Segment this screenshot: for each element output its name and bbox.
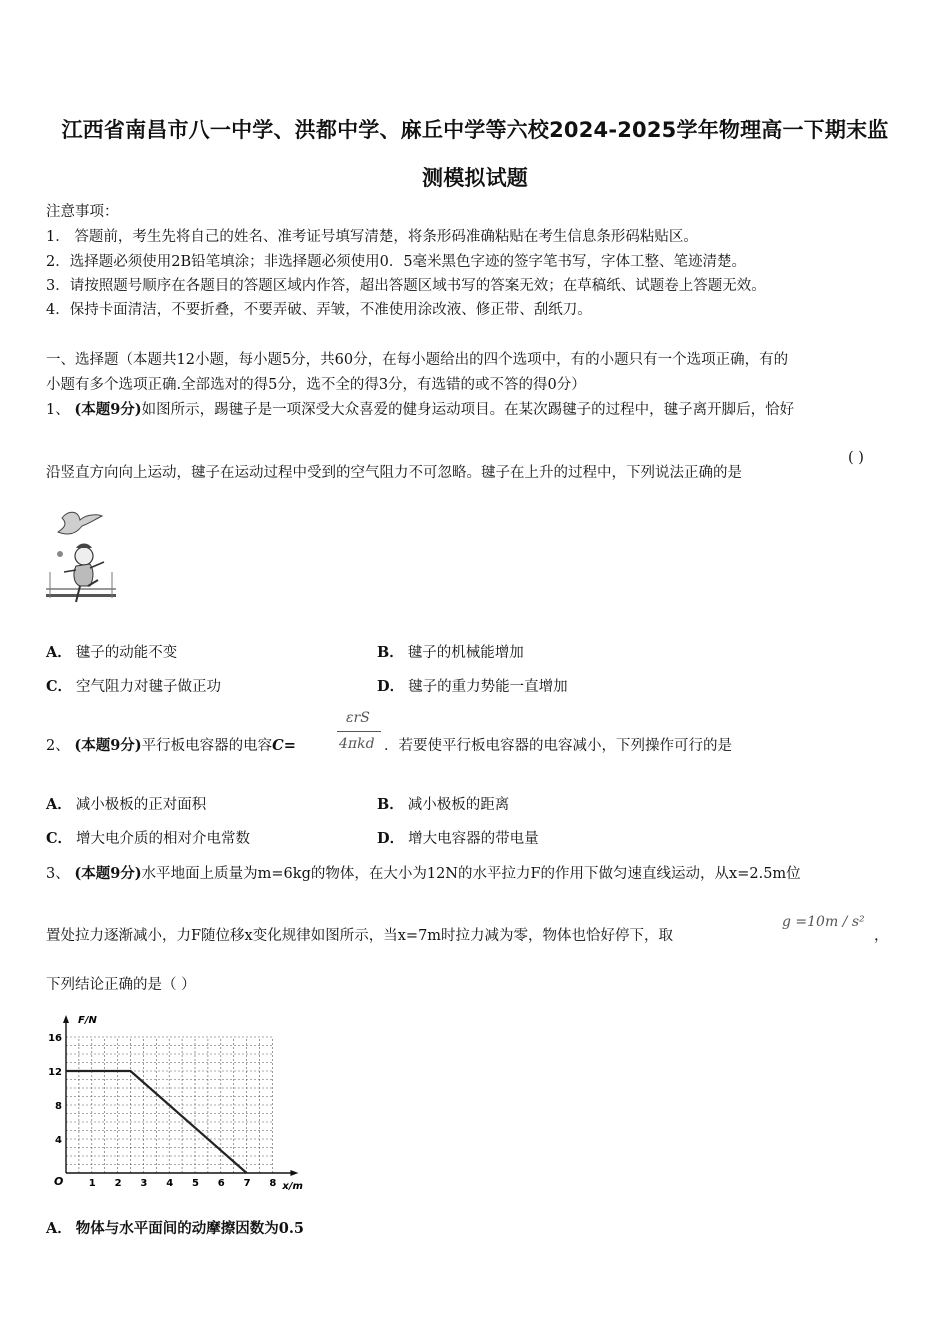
question-2-option-a[interactable] bbox=[46, 795, 206, 815]
force-displacement-chart bbox=[46, 1015, 306, 1200]
section-heading-line1: 一、选择题（本题共12小题，每小题5分，共60分，在每小题给出的四个选项中，有的小题只有一个选项正确，有的 bbox=[46, 352, 789, 368]
exam-title-line2: 测模拟试题 bbox=[422, 166, 528, 190]
x-tick-label: 3 bbox=[140, 1178, 148, 1189]
x-tick-label: 7 bbox=[243, 1178, 251, 1189]
y-tick-label: 4 bbox=[55, 1135, 62, 1146]
question-3-option-a[interactable] bbox=[46, 1219, 304, 1239]
question-2-text-before: 平行板电容器的电容 bbox=[141, 738, 273, 754]
x-tick-label: 2 bbox=[114, 1178, 122, 1189]
x-axis-label: x/m bbox=[282, 1181, 303, 1192]
option-text: 毽子的重力势能一直增加 bbox=[408, 679, 568, 695]
option-label: D． bbox=[377, 678, 405, 695]
question-3-line3: 下列结论正确的是（ ） bbox=[46, 977, 196, 993]
question-2-line1 bbox=[46, 736, 296, 756]
question-2-score: (本题9分) bbox=[74, 737, 142, 754]
y-axis-label: F/N bbox=[78, 1015, 97, 1026]
gravity-formula: g =10m / s² bbox=[782, 914, 865, 930]
question-2-option-d[interactable] bbox=[377, 829, 539, 849]
fraction-bar bbox=[337, 731, 381, 732]
option-label: D． bbox=[377, 830, 405, 847]
question-1-line1 bbox=[46, 400, 794, 420]
x-tick-label: 1 bbox=[88, 1178, 96, 1189]
question-1-number: 1、 bbox=[46, 402, 70, 418]
option-text: 物体与水平面间的动摩擦因数为0.5 bbox=[75, 1220, 304, 1237]
option-label: A． bbox=[46, 796, 72, 813]
option-label: A． bbox=[46, 1220, 72, 1237]
question-3-line2: 置处拉力逐渐减小，力F随位移x变化规律如图所示，当x=7m时拉力减为零，物体也恰好停下，取 bbox=[46, 928, 674, 944]
question-2-option-c[interactable] bbox=[46, 829, 250, 849]
question-1-answer-paren: ( ) bbox=[848, 450, 864, 466]
question-2-text-after: ．若要使平行板电容器的电容减小，下列操作可行的是 bbox=[384, 738, 732, 754]
option-label: C． bbox=[46, 678, 73, 695]
question-1-option-c[interactable] bbox=[46, 677, 221, 697]
option-text: 毽子的机械能增加 bbox=[407, 645, 524, 661]
question-3-line2-end: ， bbox=[874, 928, 889, 944]
question-3-text-1: 水平地面上质量为m=6kg的物体，在大小为12N的水平拉力F的作用下做匀速直线运动，从x=2.5m位 bbox=[141, 866, 801, 882]
question-1-option-b[interactable] bbox=[377, 643, 524, 663]
x-tick-label: 5 bbox=[192, 1178, 199, 1189]
option-text: 空气阻力对毽子做正功 bbox=[76, 679, 222, 695]
notice-item-3: 3．请按照题号顺序在各题目的答题区域内作答，超出答题区域书写的答案无效；在草稿纸、试题卷上答题无效。 bbox=[46, 278, 766, 294]
x-tick-label: 8 bbox=[269, 1178, 277, 1189]
question-2-option-b[interactable] bbox=[377, 795, 509, 815]
option-text: 减小极板的距离 bbox=[407, 797, 510, 813]
x-tick-label: 6 bbox=[217, 1178, 225, 1189]
question-1-score: (本题9分) bbox=[74, 401, 142, 418]
option-text: 增大电介质的相对介电常数 bbox=[76, 831, 251, 847]
question-3-line1 bbox=[46, 864, 801, 884]
y-axis-arrow bbox=[63, 1015, 69, 1023]
y-tick-label: 8 bbox=[55, 1101, 62, 1112]
option-text: 减小极板的正对面积 bbox=[75, 797, 207, 813]
capacitance-formula-numerator: εrS bbox=[346, 710, 370, 726]
question-1-option-d[interactable] bbox=[377, 677, 568, 697]
section-heading-line2: 小题有多个选项正确.全部选对的得5分，选不全的得3分，有选错的或不答的得0分） bbox=[46, 377, 586, 393]
origin-label: O bbox=[54, 1175, 64, 1188]
y-tick-label: 16 bbox=[48, 1033, 62, 1044]
chart-ticks bbox=[48, 1033, 276, 1189]
notice-item-1: 1． 答题前，考生先将自己的姓名、准考证号填写清楚，将条形码准确粘贴在考生信息条形码粘贴区。 bbox=[46, 229, 698, 245]
option-label: C． bbox=[46, 830, 73, 847]
question-2-number: 2、 bbox=[46, 738, 70, 754]
notice-item-4: 4．保持卡面清洁，不要折叠，不要弄破、弄皱，不准使用涂改液、修正带、刮纸刀。 bbox=[46, 302, 592, 318]
option-label: B． bbox=[377, 796, 404, 813]
notice-heading: 注意事项： bbox=[46, 204, 119, 220]
option-label: A． bbox=[46, 644, 72, 661]
question-3-score: (本题9分) bbox=[74, 865, 142, 882]
question-1-option-a[interactable] bbox=[46, 643, 177, 663]
notice-item-2: 2．选择题必须使用2B铅笔填涂；非选择题必须使用0．5毫米黑色字迹的签字笔书写，字体工整、笔迹清楚。 bbox=[46, 254, 747, 270]
exam-title-line1: 江西省南昌市八一中学、洪都中学、麻丘中学等六校2024-2025学年物理高一下期末监 bbox=[61, 118, 889, 142]
question-3-number: 3、 bbox=[46, 866, 70, 882]
x-axis-arrow bbox=[290, 1170, 298, 1176]
option-text: 增大电容器的带电量 bbox=[408, 831, 539, 847]
chart-axes bbox=[54, 1015, 303, 1192]
question-1-line2: 沿竖直方向向上运动，毽子在运动过程中受到的空气阻力不可忽略。毽子在上升的过程中，下列说法正确的是 bbox=[46, 465, 742, 481]
capacitance-formula-lhs: C= bbox=[272, 737, 296, 754]
question-1-text-1: 如图所示，踢毽子是一项深受大众喜爱的健身运动项目。在某次踢毽子的过程中，毽子离开脚后，恰好 bbox=[141, 402, 795, 418]
option-label: B． bbox=[377, 644, 404, 661]
capacitance-formula-denominator: 4πkd bbox=[339, 736, 375, 752]
option-text: 毽子的动能不变 bbox=[75, 645, 178, 661]
x-tick-label: 4 bbox=[166, 1178, 174, 1189]
shuttlecock-kicker-illustration bbox=[46, 508, 122, 608]
y-tick-label: 12 bbox=[48, 1067, 62, 1078]
